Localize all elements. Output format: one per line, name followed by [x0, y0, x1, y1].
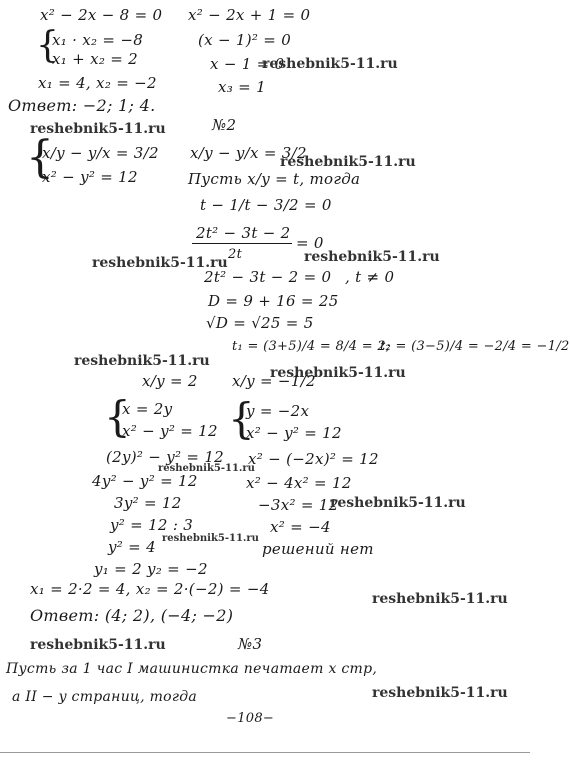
- vieta-product: x₁ · x₂ = −8: [52, 31, 144, 49]
- answer-1: Ответ: −2; 1; 4.: [8, 96, 156, 115]
- page-number: −108−: [226, 711, 275, 726]
- t-condition: , t ≠ 0: [345, 268, 395, 286]
- task-3-line-1: Пусть за 1 час I машинистка печатает x стр,: [6, 661, 378, 677]
- watermark: reshebnik5-11.ru: [280, 154, 416, 170]
- case-b-step-2: x² − 4x² = 12: [246, 474, 352, 492]
- discriminant-root: √D = √25 = 5: [206, 314, 314, 332]
- fraction-rhs: = 0: [296, 234, 324, 252]
- case-b-system-2: x² − y² = 12: [246, 424, 342, 442]
- case-b-head: x/y = −1/2: [232, 372, 316, 390]
- system-brace: {: [228, 394, 255, 443]
- case-a-step-3: 3y² = 12: [114, 494, 182, 512]
- watermark: reshebnik5-11.ru: [30, 637, 166, 653]
- watermark: reshebnik5-11.ru: [330, 495, 466, 511]
- square-form: (x − 1)² = 0: [198, 31, 292, 49]
- task-3-line-2: а II − y страниц, тогда: [12, 689, 198, 705]
- task-2-system-eq2: x² − y² = 12: [42, 168, 138, 186]
- root-t2: t₂ = (3−5)/4 = −2/4 = −1/2: [380, 339, 570, 354]
- discriminant: D = 9 + 16 = 25: [208, 292, 339, 310]
- task-2-system-eq1: x/y − y/x = 3/2: [42, 144, 159, 162]
- system-brace: {: [104, 392, 131, 441]
- case-b-no-solution: решений нет: [262, 540, 374, 558]
- linear-form: x − 1 = 0: [210, 55, 285, 73]
- fraction-denominator: 2t: [228, 247, 243, 262]
- watermark: reshebnik5-11.ru: [30, 121, 166, 137]
- roots-line: x₁ = 4, x₂ = −2: [38, 74, 157, 92]
- equation-quadratic-2: x² − 2x + 1 = 0: [188, 6, 311, 24]
- case-b-step-4: x² = −4: [270, 518, 331, 536]
- system-brace: {: [26, 132, 54, 183]
- case-a-step-1: (2y)² − y² = 12: [106, 448, 225, 466]
- equation-quadratic-1: x² − 2x − 8 = 0: [40, 6, 163, 24]
- case-a-step-4: y² = 12 : 3: [110, 516, 194, 534]
- substitution-line: Пусть x/y = t, тогда: [188, 170, 361, 188]
- system-brace: {: [36, 25, 59, 66]
- watermark: reshebnik5-11.ru: [74, 353, 210, 369]
- t-equation: t − 1/t − 3/2 = 0: [200, 196, 332, 214]
- case-a-x-roots: x₁ = 2·2 = 4, x₂ = 2·(−2) = −4: [30, 580, 270, 598]
- root-t1: t₁ = (3+5)/4 = 8/4 = 2;: [232, 339, 391, 354]
- quadratic-t: 2t² − 3t − 2 = 0: [204, 268, 332, 286]
- root-x3: x₃ = 1: [218, 78, 266, 96]
- watermark: reshebnik5-11.ru: [270, 365, 406, 381]
- scan-edge: [0, 752, 530, 753]
- case-a-system-1: x = 2y: [122, 400, 173, 418]
- case-a-step-2: 4y² − y² = 12: [92, 472, 198, 490]
- watermark: reshebnik5-11.ru: [92, 255, 228, 271]
- task-2-equation: x/y − y/x = 3/2: [190, 144, 307, 162]
- watermark: reshebnik5-11.ru: [262, 56, 398, 72]
- watermark: reshebnik5-11.ru: [372, 591, 508, 607]
- case-b-step-3: −3x² = 12: [258, 496, 339, 514]
- case-a-step-5: y² = 4: [108, 538, 156, 556]
- case-a-y-roots: y₁ = 2 y₂ = −2: [94, 560, 208, 578]
- watermark: reshebnik5-11.ru: [304, 249, 440, 265]
- answer-2: Ответ: (4; 2), (−4; −2): [30, 606, 234, 625]
- task-3-number: №3: [238, 635, 263, 653]
- vieta-sum: x₁ + x₂ = 2: [52, 50, 138, 68]
- case-a-head: x/y = 2: [142, 372, 198, 390]
- watermark: reshebnik5-11.ru: [158, 463, 255, 474]
- watermark: reshebnik5-11.ru: [162, 533, 259, 544]
- watermark: reshebnik5-11.ru: [372, 685, 508, 701]
- task-2-number: №2: [212, 116, 237, 134]
- case-a-system-2: x² − y² = 12: [122, 422, 218, 440]
- fraction-bar: [192, 243, 292, 244]
- fraction-numerator: 2t² − 3t − 2: [196, 224, 291, 242]
- case-b-system-1: y = −2x: [246, 402, 310, 420]
- case-b-step-1: x² − (−2x)² = 12: [248, 450, 379, 468]
